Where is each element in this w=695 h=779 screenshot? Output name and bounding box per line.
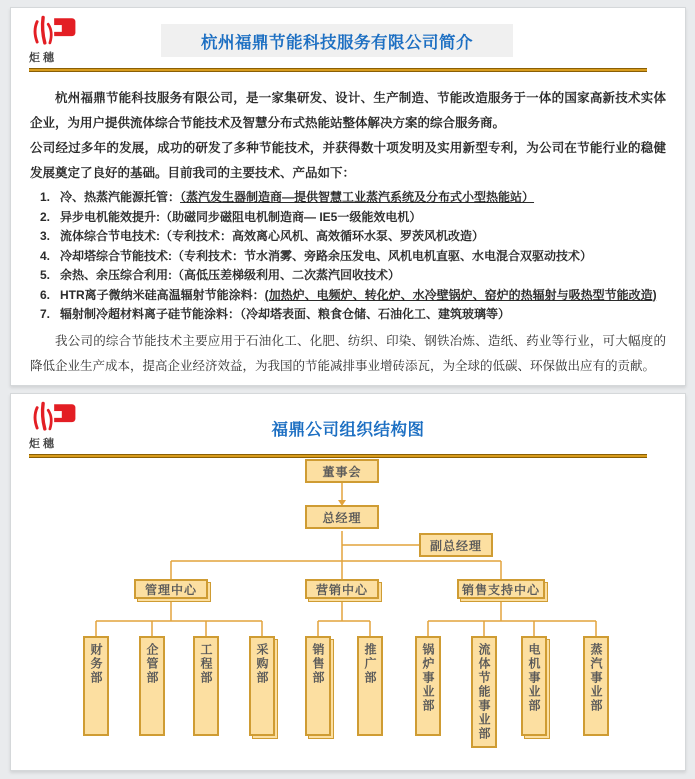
org-node-steam-business-unit: 蒸汽事业部	[583, 636, 609, 736]
list-number: 7.	[40, 307, 51, 321]
list-text: 冷却塔综合节能技术:（专利技术：节水消雾、旁路余压发电、风机电机直驱、水电混合双驱动技术）	[60, 248, 593, 263]
list-number: 4.	[40, 248, 51, 263]
company-logo	[29, 14, 87, 65]
list-item	[30, 247, 666, 267]
org-node-sales-support-center: 销售支持中心	[457, 579, 545, 599]
intro-paragraph-2: 公司经过多年的发展，成功的研发了多种节能技术，并获得数十项发明及实用新型专利，为公司在节能行业的稳健发展奠定了良好的基础。目前我司的主要技术、产品如下：	[30, 141, 666, 180]
org-node-deputy-general-manager: 副总经理	[419, 533, 493, 557]
intro-title-band	[161, 24, 513, 57]
org-node-general-manager: 总经理	[305, 505, 379, 529]
list-item	[30, 266, 666, 286]
list-number: 6.	[40, 287, 51, 302]
list-text: 辐射制冷超材料离子硅节能涂料：（冷却塔表面、粮食仓储、石油化工、建筑玻璃等）	[60, 307, 511, 321]
org-chart	[11, 458, 685, 760]
org-node-marketing-center: 营销中心	[305, 579, 379, 599]
intro-card	[10, 7, 686, 386]
list-number: 2.	[40, 209, 51, 224]
intro-paragraph-1: 杭州福鼎节能科技服务有限公司，是一家集研发、设计、生产制造、节能改造服务于一体的国家高新技术实体企业，为用户提供流体综合节能技术及智慧分布式热能站整体解决方案的综合服务商。	[30, 91, 666, 130]
intro-body	[11, 72, 685, 379]
org-node-procurement-dept: 采购部	[249, 636, 275, 736]
list-item	[30, 188, 666, 208]
org-node-board: 董事会	[305, 459, 379, 483]
list-number: 1.	[40, 190, 51, 204]
logo-text: 炬穗	[29, 438, 57, 450]
list-text: 异步电机能效提升:（助磁同步磁阻电机制造商— IE5一级能效电机）	[60, 209, 422, 224]
intro-title: 杭州福鼎节能科技服务有限公司简介	[201, 33, 473, 52]
list-number: 3.	[40, 229, 51, 243]
list-text: 冷、热蒸汽能源托管：（蒸汽发生器制造商—提供智慧工业蒸汽系统及分布式小型热能站）	[60, 190, 535, 204]
logo-flame-icon	[29, 14, 87, 48]
org-node-promotion-dept: 推广部	[357, 636, 383, 736]
list-item	[30, 305, 666, 325]
org-node-boiler-business-unit: 锅炉事业部	[415, 636, 441, 736]
list-text: 流体综合节电技术:（专利技术：高效离心风机、高效循环水泵、罗茨风机改造）	[60, 229, 485, 243]
org-node-motor-business-unit: 电机事业部	[521, 636, 547, 736]
org-header	[11, 394, 685, 454]
org-node-finance-dept: 财务部	[83, 636, 109, 736]
list-item	[30, 286, 666, 306]
list-text: HTR离子微纳米硅高温辐射节能涂料：(加热炉、电频炉、转化炉、水冷壁锅炉、窑炉的热辐射与吸热型节能改造)	[60, 287, 657, 302]
intro-header	[11, 8, 685, 68]
list-text: 余热、余压综合利用:（高低压差梯级利用、二次蒸汽回收技术）	[60, 268, 401, 282]
intro-paragraph-3: 我公司的综合节能技术主要应用于石油化工、化肥、纺织、印染、钢铁冶炼、造纸、药业等行业，可大幅度的降低企业生产成本，提高企业经济效益，为我国的节能减排事业增砖添瓦，为全球的低碳、环保做出应有的贡献。	[30, 333, 666, 373]
list-item	[30, 227, 666, 247]
tech-list	[30, 188, 666, 325]
org-node-sales-dept: 销售部	[305, 636, 331, 736]
list-item	[30, 208, 666, 228]
org-node-enterprise-mgmt-dept: 企管部	[139, 636, 165, 736]
list-number: 5.	[40, 268, 51, 282]
org-node-management-center: 管理中心	[134, 579, 208, 599]
org-card	[10, 393, 686, 771]
org-node-fluid-energy-saving-business-unit: 流体节能事业部	[471, 636, 497, 748]
org-node-engineering-dept: 工程部	[193, 636, 219, 736]
org-title: 福鼎公司组织结构图	[271, 421, 425, 439]
logo-text: 炬穗	[29, 52, 57, 64]
